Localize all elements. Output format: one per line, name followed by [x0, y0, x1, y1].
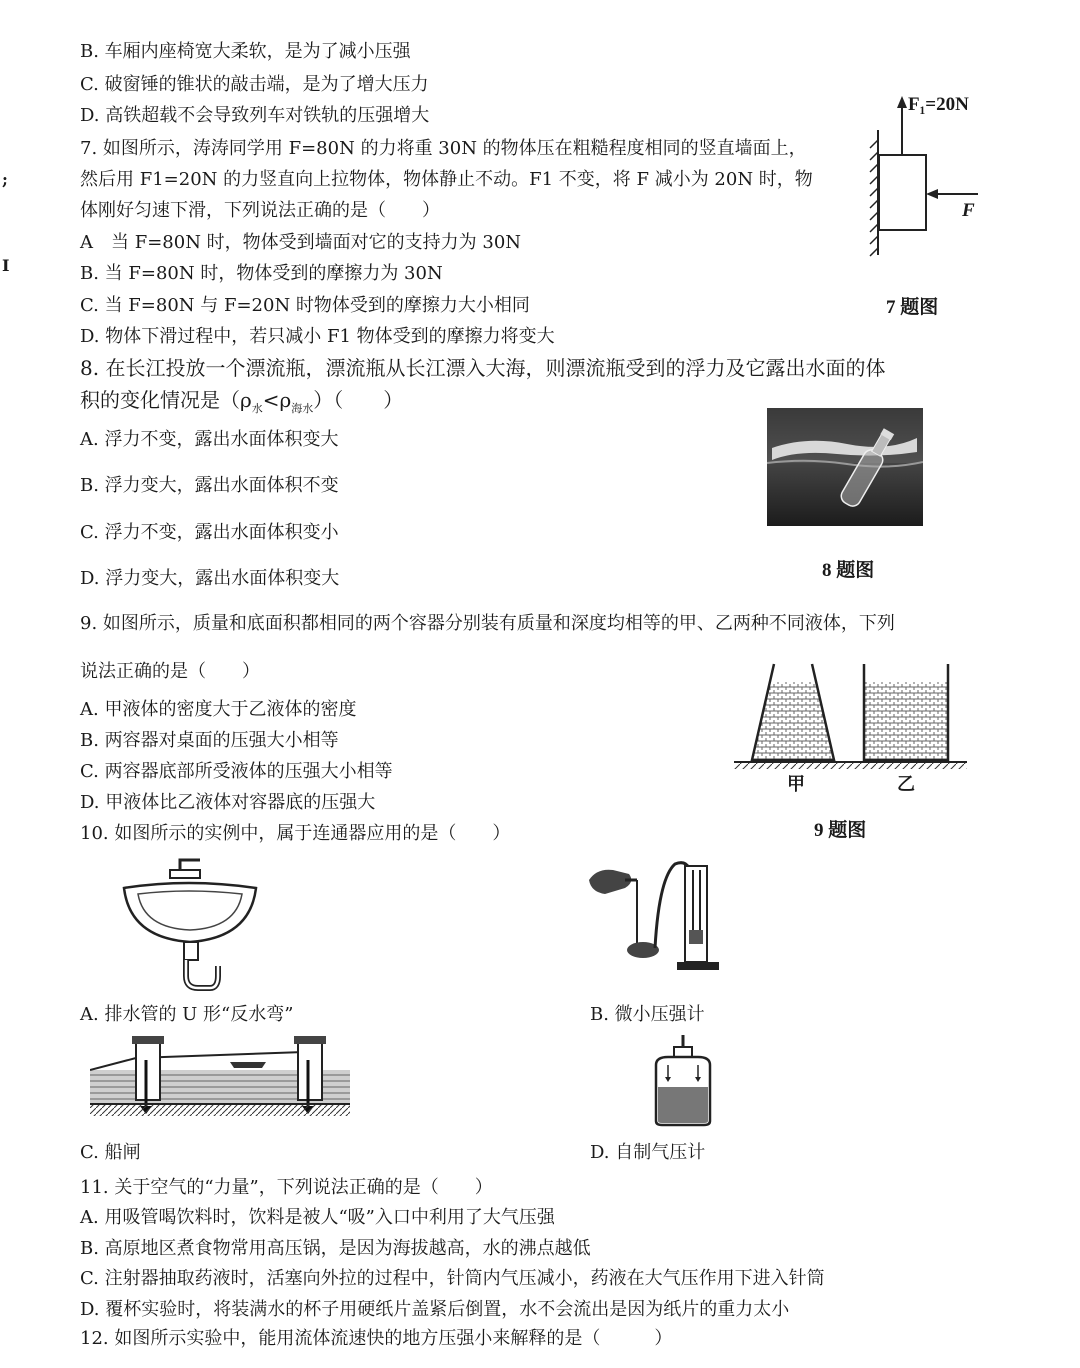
margin-mark: I [2, 256, 10, 275]
q8-text: ）（ ） [313, 388, 404, 412]
q7-stem-line1: 7. 如图所示，涛涛同学用 F=80N 的力将重 30N 的物体压在粗糙程度相同的竖直墙面上， [80, 138, 807, 159]
fig9-label-jia: 甲 [787, 774, 805, 794]
q6-option-c: C. 破窗锤的锥状的敲击端，是为了增大压力 [80, 74, 429, 95]
q8-sub-water: 水 [251, 402, 263, 415]
q11-option-b: B. 高原地区煮食物常用高压锅，是因为海拔越高，水的沸点越低 [80, 1238, 591, 1259]
margin-mark: ; [2, 170, 8, 189]
q11-option-c: C. 注射器抽取药液时，活塞向外拉的过程中，针筒内气压减小，药液在大气压作用下进入针筒 [80, 1268, 825, 1289]
fig9-label-yi: 乙 [897, 774, 915, 794]
q11-stem: 11. 关于空气的“力量”，下列说法正确的是（ ） [80, 1177, 493, 1198]
q9-stem-line1: 9. 如图所示，质量和底面积都相同的两个容器分别装有质量和深度均相等的甲、乙两种不同液体，下列 [80, 613, 895, 634]
fig9-caption: 9 题图 [814, 820, 867, 841]
q6-option-b: B. 车厢内座椅宽大柔软，是为了减小压强 [80, 41, 411, 62]
fig7-caption: 7 题图 [886, 297, 939, 318]
q10-option-b: B. 微小压强计 [590, 1004, 705, 1025]
q12-stem: 12. 如图所示实验中，能用流体流速快的地方压强小来解释的是（ ） [80, 1328, 673, 1349]
q8-stem-line1: 8. 在长江投放一个漂流瓶，漂流瓶从长江漂入大海，则漂流瓶受到的浮力及它露出水面的体 [80, 356, 886, 380]
fig7-f-label: F [962, 200, 975, 221]
q8-text: <ρ [262, 388, 292, 412]
fig8-bottle-photo [767, 408, 923, 526]
q8-option-b: B. 浮力变大，露出水面体积不变 [80, 475, 339, 496]
q10-option-a: A. 排水管的 U 形“反水弯” [80, 1004, 294, 1025]
q9-stem-line2: 说法正确的是（ ） [80, 661, 260, 682]
fig10b-manometer [585, 858, 725, 978]
q11-option-d: D. 覆杯实验时，将装满水的杯子用硬纸片盖紧后倒置，水不会流出是因为纸片的重力太小 [80, 1299, 790, 1320]
q7-stem-line3: 体刚好匀速下滑，下列说法正确的是（ ） [80, 200, 440, 221]
q9-option-b: B. 两容器对桌面的压强大小相等 [80, 730, 339, 751]
q9-option-d: D. 甲液体比乙液体对容器底的压强大 [80, 792, 376, 813]
q8-stem-line2 [80, 388, 403, 421]
fig7-f1-label: F₁=20N [908, 94, 969, 115]
q7-option-c: C. 当 F=80N 与 F=20N 时物体受到的摩擦力大小相同 [80, 295, 530, 316]
q10-option-d: D. 自制气压计 [590, 1142, 706, 1163]
q7-option-b: B. 当 F=80N 时，物体受到的摩擦力为 30N [80, 263, 443, 284]
q10-stem: 10. 如图所示的实例中，属于连通器应用的是（ ） [80, 823, 511, 844]
q9-option-c: C. 两容器底部所受液体的压强大小相等 [80, 761, 393, 782]
q10-option-c: C. 船闸 [80, 1142, 141, 1163]
q11-option-a: A. 用吸管喝饮料时，饮料是被人“吸”入口中利用了大气压强 [80, 1207, 555, 1228]
fig9-containers [732, 660, 970, 775]
q7-stem-line2: 然后用 F1=20N 的力竖直向上拉物体，物体静止不动。F1 不变，将 F 减小为 20N 时，物 [80, 169, 813, 190]
q7-option-d: D. 物体下滑过程中，若只减小 F1 物体受到的摩擦力将变大 [80, 326, 555, 347]
fig10c-ship-lock [90, 1030, 350, 1122]
q8-option-c: C. 浮力不变，露出水面体积变小 [80, 522, 339, 543]
q9-option-a: A. 甲液体的密度大于乙液体的密度 [80, 699, 357, 720]
fig10a-sink-trap [118, 858, 263, 993]
q8-sub-seawater: 海水 [291, 402, 314, 415]
q6-option-d: D. 高铁超载不会导致列车对铁轨的压强增大 [80, 105, 430, 126]
q8-text: 积的变化情况是（ρ [80, 388, 252, 412]
q8-option-d: D. 浮力变大，露出水面体积变大 [80, 568, 340, 589]
fig10d-barometer-bottle [648, 1035, 718, 1127]
fig8-caption: 8 题图 [822, 560, 875, 581]
q8-option-a: A. 浮力不变，露出水面体积变大 [80, 429, 339, 450]
q7-option-a: A 当 F=80N 时，物体受到墙面对它的支持力为 30N [80, 232, 522, 253]
